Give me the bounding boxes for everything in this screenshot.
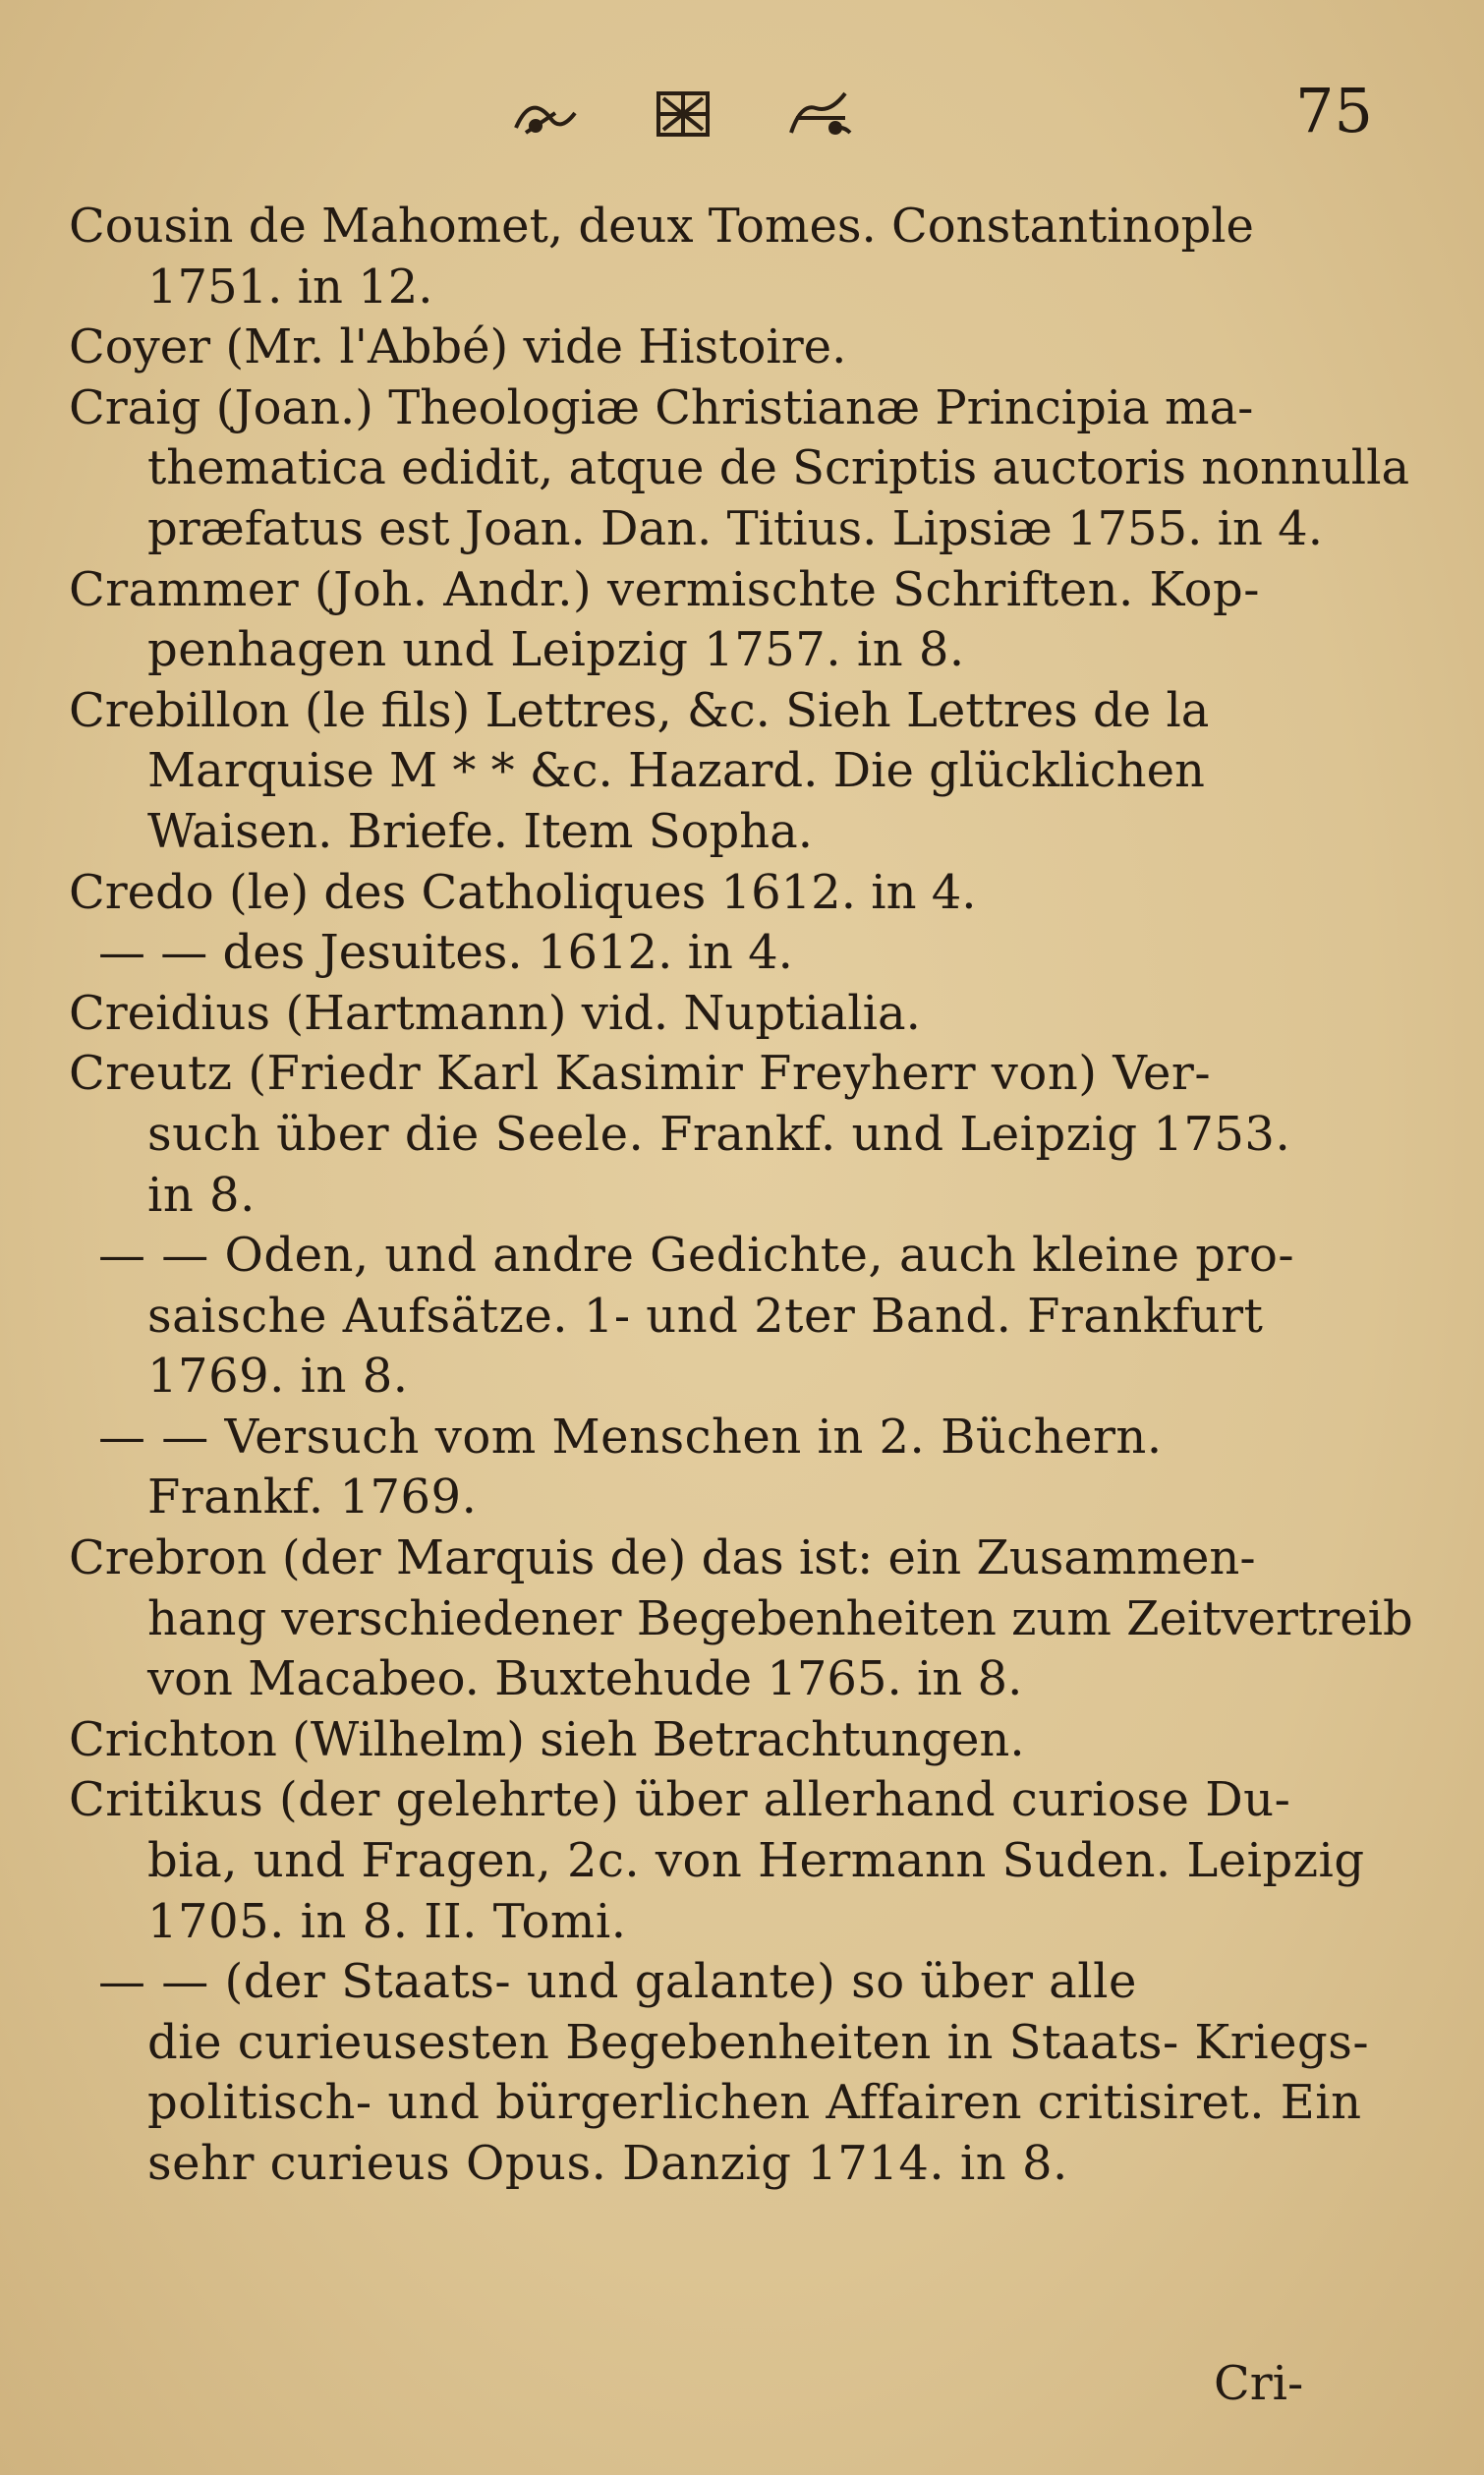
entry-line: penhagen und Leipzig 1757. in 8. bbox=[147, 622, 965, 678]
index-entry bbox=[69, 1528, 1413, 1710]
entry-line: 1769. in 8. bbox=[147, 1349, 409, 1405]
entry-line: Crichton (Wilhelm) sieh Betrachtungen. bbox=[69, 1711, 1025, 1767]
index-entry bbox=[69, 560, 1391, 681]
index-entry bbox=[69, 378, 1410, 560]
entry-line: 1705. in 8. II. Tomi. bbox=[147, 1893, 627, 1949]
entry-line: von Macabeo. Buxtehude 1765. in 8. bbox=[147, 1651, 1023, 1707]
entry-line: Crebron (der Marquis de) das ist: ein Zusammen- bbox=[69, 1530, 1256, 1586]
catchword: Cri- bbox=[1214, 2356, 1304, 2411]
index-entries bbox=[69, 197, 1413, 2195]
index-entry bbox=[69, 681, 1391, 863]
entry-line: bia, und Fragen, 2c. von Hermann Suden. Leipzig bbox=[147, 1833, 1365, 1889]
entry-line: saische Aufsätze. 1- und 2ter Band. Frankfurt bbox=[147, 1288, 1264, 1344]
entry-line: thematica edidit, atque de Scriptis auctoris nonnulla bbox=[147, 440, 1410, 496]
entry-line: die curieusesten Begebenheiten in Staats- Kriegs- bbox=[147, 2014, 1370, 2070]
entry-line: hang verschiedener Begebenheiten zum Zeitvertreib bbox=[147, 1590, 1413, 1646]
page-number: 75 bbox=[1295, 75, 1373, 146]
entry-line: — — des Jesuites. 1612. in 4. bbox=[98, 925, 793, 981]
entry-line: sehr curieus Opus. Danzig 1714. in 8. bbox=[147, 2136, 1068, 2191]
entry-line: Critikus (der gelehrte) über allerhand curiose Du- bbox=[69, 1772, 1291, 1828]
entry-line: Craig (Joan.) Theologiæ Christianæ Principia ma- bbox=[69, 379, 1254, 435]
entry-line: Marquise M * * &c. Hazard. Die glücklichen bbox=[147, 743, 1205, 799]
index-entry bbox=[69, 1044, 1391, 1226]
entry-line: Cousin de Mahomet, deux Tomes. Constantinople bbox=[69, 199, 1254, 254]
index-entry bbox=[69, 863, 1391, 924]
index-entry bbox=[69, 197, 1391, 317]
entry-line: politisch- und bürgerlichen Affairen critisiret. Ein bbox=[147, 2075, 1362, 2131]
entry-line: Frankf. 1769. bbox=[147, 1469, 478, 1525]
index-entry bbox=[69, 984, 1391, 1045]
index-entry bbox=[69, 1710, 1391, 1771]
index-entry bbox=[69, 1770, 1391, 1952]
entry-line: Credo (le) des Catholiques 1612. in 4. bbox=[69, 864, 977, 920]
entry-line: — — Versuch vom Menschen in 2. Büchern. bbox=[98, 1409, 1163, 1465]
entry-line: in 8. bbox=[147, 1167, 256, 1223]
entry-line: præfatus est Joan. Dan. Titius. Lipsiæ 1755. in 4. bbox=[147, 500, 1323, 556]
decorative-headpiece bbox=[496, 79, 880, 147]
entry-line: — — (der Staats- und galante) so über alle bbox=[98, 1954, 1137, 2010]
entry-line: Creidius (Hartmann) vid. Nuptialia. bbox=[69, 985, 921, 1041]
index-entry bbox=[69, 923, 1391, 984]
entry-line: Creutz (Friedr Karl Kasimir Freyherr von) Ver- bbox=[69, 1046, 1212, 1102]
entry-line: Waisen. Briefe. Item Sopha. bbox=[147, 803, 813, 859]
index-entry bbox=[69, 1226, 1391, 1408]
entry-line: 1751. in 12. bbox=[147, 259, 433, 315]
index-entry bbox=[69, 1408, 1391, 1528]
entry-line: such über die Seele. Frankf. und Leipzig 1753. bbox=[147, 1106, 1291, 1162]
entry-line: Coyer (Mr. l'Abbé) vide Histoire. bbox=[69, 319, 847, 375]
entry-line: — — Oden, und andre Gedichte, auch kleine pro- bbox=[98, 1228, 1295, 1284]
index-entry bbox=[69, 317, 1391, 378]
index-entry bbox=[69, 1952, 1391, 2194]
entry-line: Crammer (Joh. Andr.) vermischte Schriften. Kop- bbox=[69, 561, 1260, 617]
entry-line: Crebillon (le fils) Lettres, &c. Sieh Lettres de la bbox=[69, 682, 1210, 738]
